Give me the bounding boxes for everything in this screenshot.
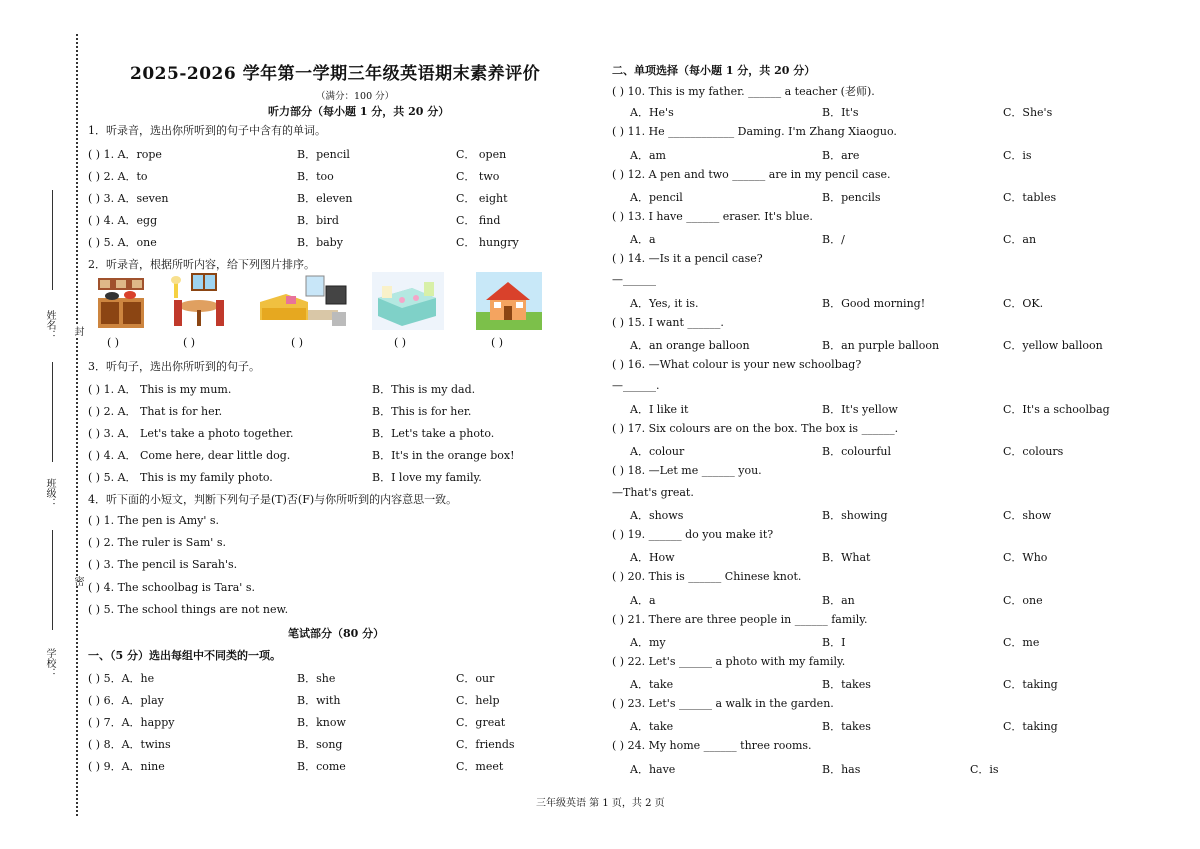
q16-response: —______.: [612, 379, 660, 392]
l3-item-2-a: ( ) 2. A． That is for her.: [88, 405, 223, 418]
q20-a: A．a: [630, 594, 656, 607]
q11-a: A．am: [630, 149, 666, 162]
l3-item-1-a: ( ) 1. A． This is my mum.: [88, 383, 232, 396]
l3-item-3-b: B．Let's take a photo.: [372, 427, 495, 440]
q14-a: A．Yes, it is.: [630, 297, 699, 310]
seal-mark: 封: [72, 326, 83, 336]
w1-item-8-c: C．friends: [456, 738, 515, 751]
name-blank-line: [52, 190, 53, 290]
l1-item-3-b: B．eleven: [297, 192, 353, 205]
q19-c: C．Who: [1003, 551, 1048, 564]
listening-q4-heading: 4．听下面的小短文，判断下列句子是(T)否(F)与你所听到的内容意思一致。: [88, 493, 458, 506]
q17-c: C．colours: [1003, 445, 1064, 458]
l1-item-5-b: B．baby: [297, 236, 343, 249]
q24-c: C．is: [970, 763, 999, 776]
binding-dotted-line: [76, 34, 78, 816]
listening-q3-heading: 3．听句子，选出你所听到的句子。: [88, 360, 260, 373]
picture-blank-2[interactable]: ( ): [183, 336, 196, 349]
living-room-picture: [256, 272, 348, 330]
l3-item-3-a: ( ) 3. A． Let's take a photo together.: [88, 427, 294, 440]
q16-b: B．It's yellow: [822, 403, 898, 416]
q15-a: A．an orange balloon: [630, 339, 750, 352]
q12-stem: ( ) 12. A pen and two ______ are in my pencil case.: [612, 168, 891, 181]
q10-a: A．He's: [630, 106, 674, 119]
q23-b: B．takes: [822, 720, 871, 733]
w1-item-7-b: B．know: [297, 716, 346, 729]
house-picture: [476, 272, 542, 330]
school-label: 学校：: [44, 648, 55, 678]
w1-item-6: ( ) 6．A．play: [88, 694, 164, 707]
l1-item-4: ( ) 4. A．egg: [88, 214, 158, 227]
picture-blank-1[interactable]: ( ): [107, 336, 120, 349]
w1-item-9: ( ) 9．A．nine: [88, 760, 165, 773]
w1-item-7-c: C．great: [456, 716, 506, 729]
w1-item-6-b: B．with: [297, 694, 341, 707]
picture-blank-3[interactable]: ( ): [291, 336, 304, 349]
picture-blank-5[interactable]: ( ): [491, 336, 504, 349]
class-blank-line: [52, 362, 53, 462]
q24-b: B．has: [822, 763, 861, 776]
l3-item-5-b: B．I love my family.: [372, 471, 482, 484]
l4-item-4: ( ) 4. The schoolbag is Tara' s.: [88, 581, 255, 594]
q24-a: A．have: [630, 763, 676, 776]
q18-response: —That's great.: [612, 486, 694, 499]
class-label: 班级：: [44, 478, 55, 508]
w1-item-5: ( ) 5．A．he: [88, 672, 155, 685]
q21-b: B．I: [822, 636, 846, 649]
q18-c: C．show: [1003, 509, 1052, 522]
q23-stem: ( ) 23. Let's ______ a walk in the garden.: [612, 697, 834, 710]
q22-b: B．takes: [822, 678, 871, 691]
q17-a: A．colour: [630, 445, 685, 458]
l1-item-5: ( ) 5. A．one: [88, 236, 157, 249]
q18-b: B．showing: [822, 509, 888, 522]
written-q2-heading: 二、单项选择（每小题 1 分，共 20 分）: [612, 64, 816, 77]
q22-a: A．take: [630, 678, 674, 691]
kitchen-picture: [96, 272, 148, 330]
q15-stem: ( ) 15. I want ______.: [612, 316, 724, 329]
l3-item-5-a: ( ) 5. A． This is my family photo.: [88, 471, 273, 484]
w1-item-7: ( ) 7．A．happy: [88, 716, 175, 729]
l4-item-1: ( ) 1. The pen is Amy' s.: [88, 514, 220, 527]
listening-q1-heading: 1．听录音，选出你所听到的句子中含有的单词。: [88, 124, 326, 137]
name-label: 姓名：: [44, 310, 55, 340]
q23-c: C．taking: [1003, 720, 1058, 733]
q23-a: A．take: [630, 720, 674, 733]
q17-b: B．colourful: [822, 445, 892, 458]
q13-c: C．an: [1003, 233, 1037, 246]
l1-item-3-c: C． eight: [456, 192, 508, 205]
w1-item-5-c: C．our: [456, 672, 495, 685]
l4-item-3: ( ) 3. The pencil is Sarah's.: [88, 558, 238, 571]
q16-c: C．It's a schoolbag: [1003, 403, 1110, 416]
q19-stem: ( ) 19. ______ do you make it?: [612, 528, 774, 541]
q16-stem: ( ) 16. —What colour is your new schoolbag?: [612, 358, 862, 371]
listening-section-header: 听力部分（每小题 1 分，共 20 分）: [268, 105, 450, 118]
l3-item-2-b: B．This is for her.: [372, 405, 472, 418]
school-blank-line: [52, 530, 53, 630]
q21-stem: ( ) 21. There are three people in ______ family.: [612, 613, 868, 626]
l4-item-5: ( ) 5. The school things are not new.: [88, 603, 289, 616]
q19-a: A．How: [630, 551, 675, 564]
picture-blank-4[interactable]: ( ): [394, 336, 407, 349]
q22-c: C．taking: [1003, 678, 1058, 691]
w1-item-8: ( ) 8．A．twins: [88, 738, 171, 751]
written-q1-heading: 一、（5 分）选出每组中不同类的一项。: [88, 649, 281, 662]
q20-c: C．one: [1003, 594, 1043, 607]
q17-stem: ( ) 17. Six colours are on the box. The box is ______.: [612, 422, 899, 435]
q20-b: B．an: [822, 594, 855, 607]
w1-item-8-b: B．song: [297, 738, 343, 751]
q13-b: B．/: [822, 233, 845, 246]
l1-item-2-c: C． two: [456, 170, 500, 183]
q22-stem: ( ) 22. Let's ______ a photo with my family.: [612, 655, 846, 668]
w1-item-9-b: B．come: [297, 760, 346, 773]
bedroom-picture: [372, 272, 444, 330]
q18-a: A．shows: [630, 509, 684, 522]
q20-stem: ( ) 20. This is ______ Chinese knot.: [612, 570, 802, 583]
l1-item-4-c: C． find: [456, 214, 501, 227]
q12-a: A．pencil: [630, 191, 683, 204]
q14-stem: ( ) 14. —Is it a pencil case?: [612, 252, 763, 265]
page-footer: 三年级英语 第 1 页，共 2 页: [536, 798, 665, 809]
l1-item-1: ( ) 1. A．rope: [88, 148, 162, 161]
q21-c: C．me: [1003, 636, 1040, 649]
l3-item-4-a: ( ) 4. A． Come here, dear little dog.: [88, 449, 291, 462]
l1-item-2: ( ) 2. A．to: [88, 170, 148, 183]
w1-item-9-c: C．meet: [456, 760, 504, 773]
q11-b: B．are: [822, 149, 860, 162]
q13-stem: ( ) 13. I have ______ eraser. It's blue.: [612, 210, 813, 223]
q18-stem: ( ) 18. —Let me ______ you.: [612, 464, 762, 477]
l3-item-4-b: B．It's in the orange box!: [372, 449, 515, 462]
q15-c: C．yellow balloon: [1003, 339, 1103, 352]
line-mark: 密: [72, 576, 83, 586]
listening-q2-heading: 2．听录音，根据所听内容，给下列图片排序。: [88, 258, 315, 271]
page-title: 2025-2026 学年第一学期三年级英语期末素养评价: [130, 64, 541, 84]
q10-b: B．It's: [822, 106, 859, 119]
dining-room-picture: [170, 272, 228, 330]
w1-item-5-b: B．she: [297, 672, 336, 685]
l1-item-1-b: B．pencil: [297, 148, 350, 161]
l1-item-2-b: B．too: [297, 170, 334, 183]
q13-a: A．a: [630, 233, 656, 246]
q10-stem: ( ) 10. This is my father. ______ a teacher (老师).: [612, 85, 875, 98]
w1-item-6-c: C．help: [456, 694, 500, 707]
q19-b: B．What: [822, 551, 871, 564]
l4-item-2: ( ) 2. The ruler is Sam' s.: [88, 536, 226, 549]
q15-b: B．an purple balloon: [822, 339, 940, 352]
q11-c: C．is: [1003, 149, 1032, 162]
q14-response: —______: [612, 273, 656, 286]
l1-item-1-c: C． open: [456, 148, 507, 161]
q12-b: B．pencils: [822, 191, 881, 204]
q11-stem: ( ) 11. He ____________ Daming. I'm Zhang Xiaoguo.: [612, 125, 897, 138]
q14-b: B．Good morning!: [822, 297, 926, 310]
written-section-header: 笔试部分（80 分）: [288, 627, 385, 640]
l1-item-5-c: C． hungry: [456, 236, 519, 249]
q16-a: A．I like it: [630, 403, 689, 416]
l1-item-3: ( ) 3. A．seven: [88, 192, 169, 205]
q14-c: C．OK.: [1003, 297, 1044, 310]
q12-c: C．tables: [1003, 191, 1057, 204]
q24-stem: ( ) 24. My home ______ three rooms.: [612, 739, 812, 752]
l3-item-1-b: B．This is my dad.: [372, 383, 476, 396]
l1-item-4-b: B．bird: [297, 214, 339, 227]
q10-c: C．She's: [1003, 106, 1053, 119]
full-score: （满分：100 分）: [316, 91, 395, 102]
q21-a: A．my: [630, 636, 666, 649]
